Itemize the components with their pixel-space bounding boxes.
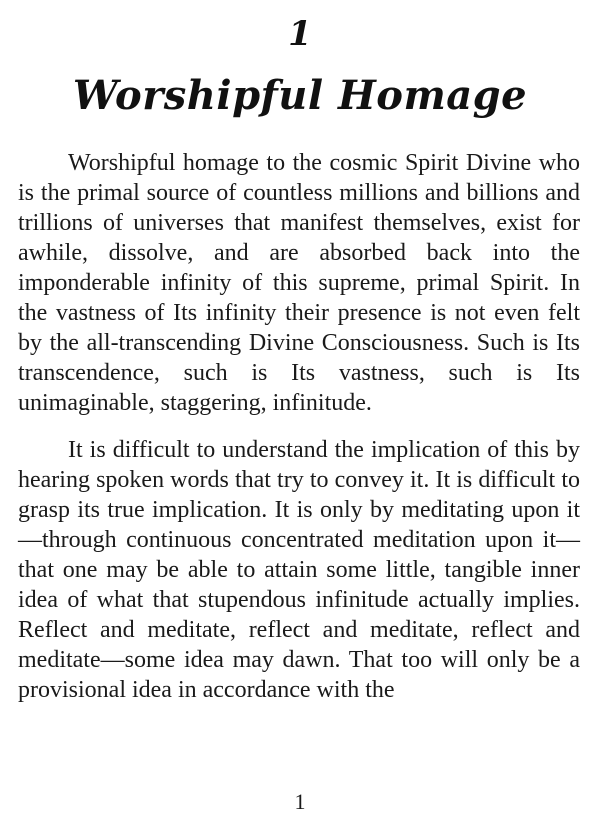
chapter-title: Worshipful Homage — [72, 72, 528, 119]
paragraph-2: It is difficult to understand the implication of this by hearing spoken words that try to convey it. It is difficult to grasp its true implication. It is only by meditating upon it—through continuous concentrated meditation upon it—that one may be able to attain some little, tangible inner idea of what that stupendous infinitude actually implies. Reflect and meditate, reflect and meditate, reflect and meditate—some idea may dawn. That too will only be a provisional idea in accordance with the — [18, 437, 580, 703]
body-text — [18, 148, 580, 705]
paragraph-1: Worshipful homage to the cosmic Spirit Divine who is the primal source of countless millions and billions and trillions of universes that manifest themselves, exist for awhile, dissolve, and are absorbed back into the imponderable infinity of this supreme, primal Spirit. In the vastness of Its infinity their presence is not even felt by the all-transcending Divine Consciousness. Such is Its transcendence, such is Its vastness, such is Its unimaginable, staggering, infinitude. — [18, 150, 580, 416]
chapter-number: 1 — [288, 14, 312, 54]
page-number: 1 — [294, 789, 306, 814]
